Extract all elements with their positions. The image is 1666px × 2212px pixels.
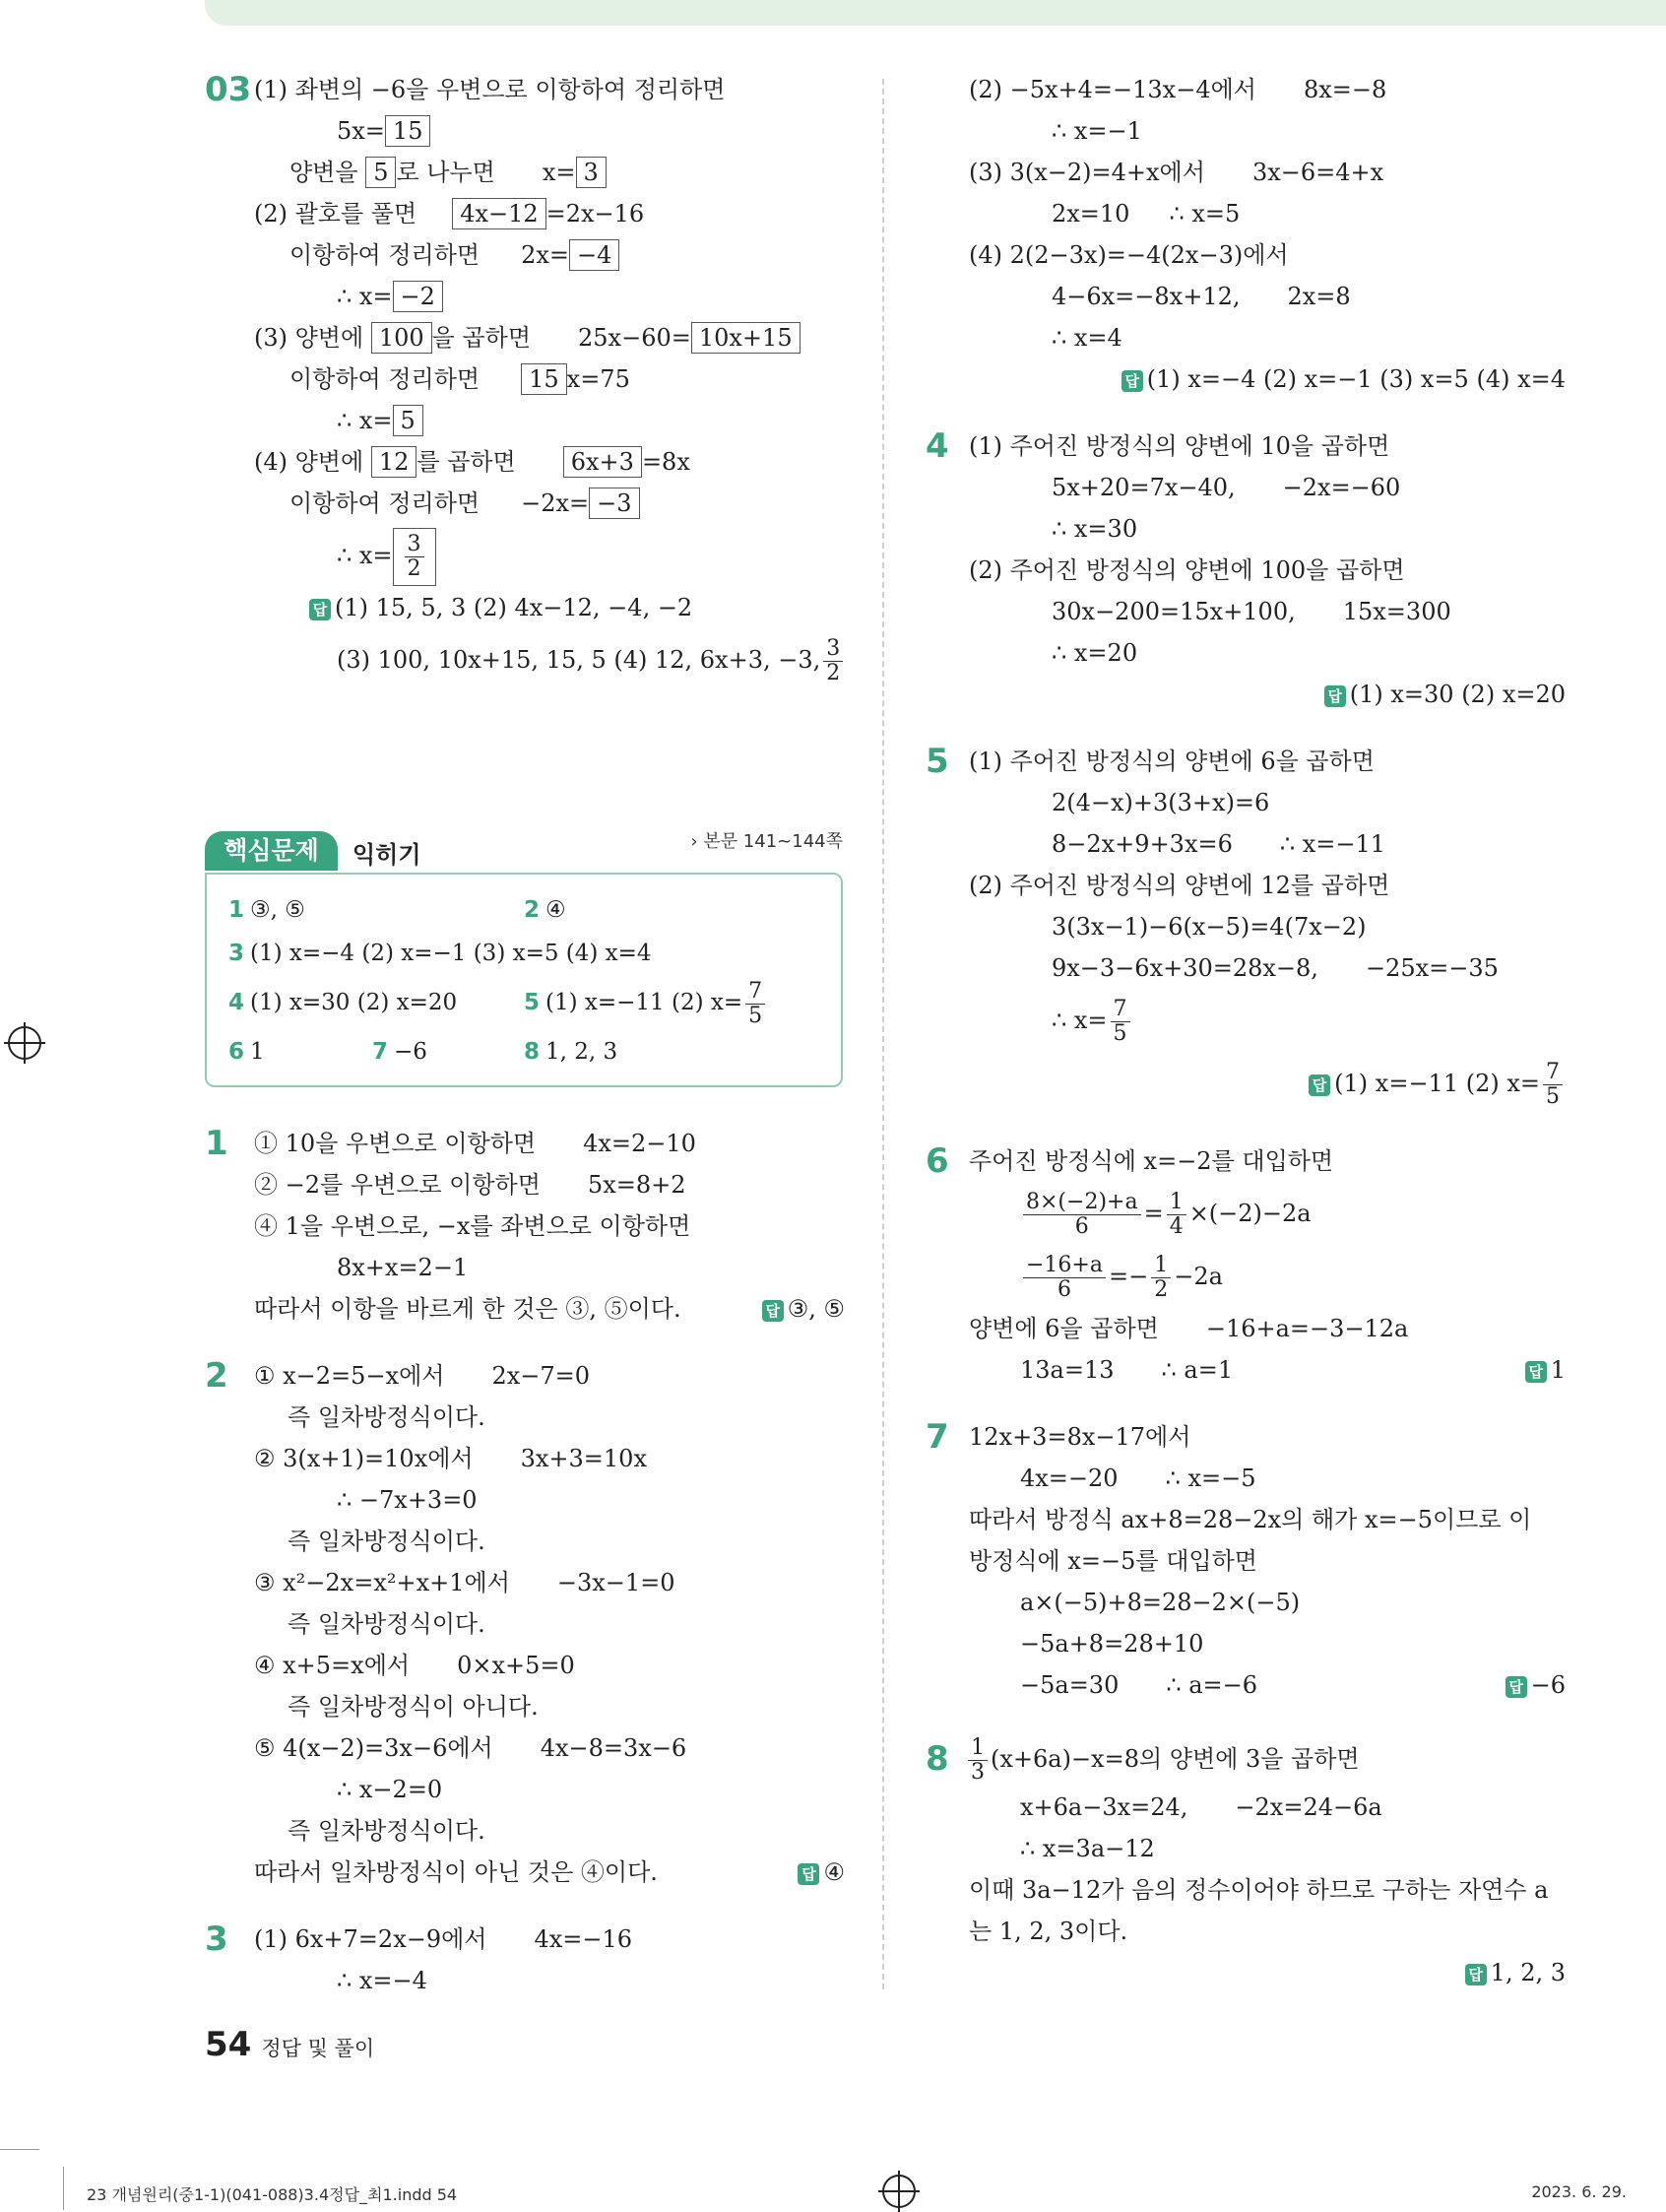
text-line: ∴ x=−1 bbox=[1052, 117, 1142, 145]
item-answer: (1) x=−11 (2) x= bbox=[545, 990, 743, 1015]
text-line: ④ x+5=x에서 bbox=[254, 1652, 411, 1679]
core-problems-panel bbox=[205, 823, 843, 1087]
text-line: 4−6x=−8x+12, bbox=[1052, 283, 1241, 310]
answer-box: 4x−12 bbox=[452, 198, 545, 229]
core-tab-title: 핵심문제 bbox=[205, 831, 338, 871]
text-line: ∴ x=30 bbox=[1052, 515, 1138, 543]
text-line: x=75 bbox=[566, 365, 630, 393]
fraction-denominator: 6 bbox=[1074, 1214, 1089, 1239]
page-section-label: 정답 및 풀이 bbox=[261, 2037, 375, 2060]
fraction-denominator: 2 bbox=[407, 556, 421, 581]
solution-5 bbox=[926, 741, 1566, 1115]
text-line: ∴ x=−4 bbox=[337, 1967, 427, 1994]
fraction-numerator: 1 bbox=[1167, 1191, 1186, 1215]
fraction-numerator: 7 bbox=[745, 980, 765, 1005]
text-line: (1) 6x+7=2x−9에서 bbox=[254, 1925, 487, 1953]
fraction bbox=[1543, 1061, 1563, 1109]
solution-7 bbox=[926, 1416, 1566, 1706]
answer-box: 5 bbox=[365, 157, 396, 188]
chevron-right-icon: › bbox=[690, 831, 698, 852]
text-line: ∴ x−2=0 bbox=[337, 1776, 443, 1803]
fraction-denominator: 2 bbox=[826, 661, 841, 685]
fraction-numerator: 1 bbox=[968, 1736, 988, 1761]
text-line: −2x= bbox=[521, 489, 590, 517]
text-line: 따라서 일차방정식이 아닌 것은 ④이다. bbox=[254, 1858, 658, 1886]
text-line: −5a=30 bbox=[1020, 1671, 1120, 1699]
answer-box: 10x+15 bbox=[691, 322, 801, 354]
text-line: ⑤ 4(x−2)=3x−6에서 bbox=[254, 1734, 493, 1762]
solution-3 bbox=[205, 1919, 845, 2001]
text-line: (3) 3(x−2)=4+x에서 bbox=[969, 159, 1205, 186]
item-number: 1 bbox=[228, 897, 245, 923]
text-line: ③ x²−2x=x²+x+1에서 bbox=[254, 1569, 510, 1596]
item-answer: (1) x=−4 (2) x=−1 (3) x=5 (4) x=4 bbox=[250, 941, 652, 966]
text-line: ① x−2=5−x에서 bbox=[254, 1362, 445, 1390]
text-line: x= bbox=[542, 159, 576, 186]
registration-mark-icon bbox=[882, 2175, 916, 2208]
fraction-denominator: 2 bbox=[1154, 1277, 1169, 1302]
text-line: (2) 주어진 방정식의 양변에 12를 곱하면 bbox=[969, 872, 1390, 899]
text-line: 3x+3=10x bbox=[520, 1445, 647, 1472]
solution-8 bbox=[926, 1731, 1566, 1993]
text-line: 을 곱하면 bbox=[431, 324, 532, 352]
fraction-denominator: 5 bbox=[748, 1003, 763, 1028]
fraction bbox=[823, 637, 843, 685]
text-line: ∴ x= bbox=[1052, 1007, 1108, 1034]
item-number: 6 bbox=[228, 1039, 245, 1065]
text-line: −2x=−60 bbox=[1282, 474, 1401, 501]
text-line: ② 3(x+1)=10x에서 bbox=[254, 1445, 474, 1472]
text-line: 즉 일차방정식이다. bbox=[288, 1817, 485, 1845]
answer-box: −2 bbox=[393, 281, 443, 312]
text-line: 방정식에 x=−5를 대입하면 bbox=[969, 1547, 1257, 1575]
question-number: 2 bbox=[205, 1356, 228, 1396]
file-slug: 23 개념원리(중1-1)(041-088)3.4정답_최1.indd 54 bbox=[87, 2185, 458, 2204]
answer-text: −6 bbox=[1530, 1671, 1566, 1699]
text-line: 4x=−20 bbox=[1020, 1464, 1119, 1492]
text-line: 따라서 방정식 ax+8=28−2x의 해가 x=−5이므로 이 bbox=[969, 1506, 1532, 1533]
fraction bbox=[1167, 1191, 1186, 1239]
text-line: ① 10을 우변으로 이항하면 bbox=[254, 1130, 537, 1157]
fraction bbox=[1151, 1254, 1171, 1302]
text-line: =8x bbox=[641, 448, 690, 476]
item-answer: (1) x=30 (2) x=20 bbox=[250, 990, 458, 1015]
item-answer: ③, ⑤ bbox=[250, 897, 305, 923]
text-line: 4x=2−10 bbox=[583, 1130, 696, 1157]
text-line: 5x= bbox=[337, 117, 385, 145]
answer-box bbox=[393, 528, 436, 586]
text-line: 즉 일차방정식이다. bbox=[288, 1403, 485, 1431]
text-line: ∴ x= bbox=[337, 283, 393, 310]
text-line: (4) 양변에 bbox=[254, 448, 364, 476]
solution-1 bbox=[205, 1123, 845, 1330]
text-line: 2x−7=0 bbox=[491, 1362, 591, 1390]
text-line: ×(−2)−2a bbox=[1188, 1200, 1312, 1227]
text-line: (2) 괄호를 풀면 bbox=[254, 200, 417, 228]
page-footer bbox=[205, 2025, 374, 2064]
text-line: ∴ x=4 bbox=[1052, 324, 1122, 352]
left-column bbox=[205, 69, 855, 691]
registration-mark-icon bbox=[8, 1026, 41, 1060]
text-line: 를 곱하면 bbox=[416, 448, 516, 476]
text-line: 이때 3a−12가 음의 정수이어야 하므로 구하는 자연수 a bbox=[969, 1876, 1549, 1904]
solution-03 bbox=[205, 69, 855, 691]
text-line: ∴ x=20 bbox=[1052, 639, 1138, 667]
right-column bbox=[926, 69, 1566, 1993]
fraction-denominator: 3 bbox=[971, 1760, 985, 1785]
text-line: (1) 주어진 방정식의 양변에 10을 곱하면 bbox=[969, 432, 1390, 460]
text-line: 25x−60= bbox=[578, 324, 691, 352]
text-line: 2(4−x)+3(3+x)=6 bbox=[1052, 789, 1270, 816]
solution-6 bbox=[926, 1140, 1566, 1391]
text-line: −5a+8=28+10 bbox=[1020, 1630, 1204, 1658]
answer-mark-icon: 답 bbox=[1525, 1361, 1547, 1383]
page-number: 54 bbox=[205, 2025, 252, 2064]
answer-mark-icon: 답 bbox=[309, 599, 331, 620]
text-line: 2x= bbox=[521, 241, 570, 269]
text-line: = bbox=[1143, 1200, 1164, 1227]
answer-mark-icon: 답 bbox=[1121, 370, 1143, 392]
text-line: ∴ a=1 bbox=[1161, 1356, 1234, 1384]
text-line: 3x−6=4+x bbox=[1251, 159, 1384, 186]
answer-text: ④ bbox=[823, 1858, 845, 1886]
text-line: ∴ x=5 bbox=[1169, 200, 1241, 228]
answer-box: 15 bbox=[521, 363, 567, 395]
answer-box: 100 bbox=[371, 322, 432, 354]
text-line: ∴ −7x+3=0 bbox=[337, 1486, 478, 1514]
text-line: 따라서 이항을 바르게 한 것은 ③, ⑤이다. bbox=[254, 1295, 681, 1323]
text-line: ∴ x= bbox=[337, 542, 393, 569]
answer-mark-icon: 답 bbox=[1465, 1964, 1487, 1985]
item-number: 5 bbox=[524, 990, 541, 1015]
text-line: 이항하여 정리하면 bbox=[289, 489, 481, 517]
fraction-numerator: −16+a bbox=[1023, 1254, 1106, 1278]
text-line: 8x=−8 bbox=[1303, 76, 1387, 103]
text-line: 4x=−16 bbox=[534, 1925, 633, 1953]
question-number: 8 bbox=[926, 1739, 949, 1779]
text-line: 0×x+5=0 bbox=[457, 1652, 575, 1679]
answer-mark-icon: 답 bbox=[1309, 1074, 1330, 1096]
column-divider bbox=[882, 79, 884, 1989]
answer-text: (3) 100, 10x+15, 15, 5 (4) 12, 6x+3, −3, bbox=[337, 646, 821, 674]
text-line: ∴ x=−5 bbox=[1165, 1464, 1256, 1492]
item-answer: 1 bbox=[250, 1039, 265, 1065]
text-line: −2x=24−6a bbox=[1235, 1793, 1382, 1821]
answer-text: (1) 15, 5, 3 (2) 4x−12, −4, −2 bbox=[335, 594, 693, 621]
print-date: 2023. 6. 29. bbox=[1531, 2182, 1627, 2201]
text-line: 로 나누면 bbox=[396, 159, 495, 186]
text-line: 9x−3−6x+30=28x−8, bbox=[1052, 954, 1318, 982]
answer-box: −4 bbox=[569, 239, 619, 271]
text-line: (4) 2(2−3x)=−4(2x−3)에서 bbox=[969, 241, 1289, 269]
text-line: 이항하여 정리하면 bbox=[289, 241, 481, 269]
text-line: 4x−8=3x−6 bbox=[540, 1734, 687, 1762]
fraction bbox=[745, 980, 765, 1028]
fraction-numerator: 8×(−2)+a bbox=[1023, 1191, 1141, 1215]
fraction-denominator: 4 bbox=[1169, 1214, 1184, 1239]
text-line: a×(−5)+8=28−2×(−5) bbox=[1020, 1589, 1301, 1616]
answer-box: −3 bbox=[589, 488, 639, 519]
text-line: 주어진 방정식에 x=−2를 대입하면 bbox=[969, 1147, 1334, 1175]
item-number: 4 bbox=[228, 990, 245, 1015]
text-line: 15x=300 bbox=[1342, 598, 1451, 625]
answer-text: (1) x=−11 (2) x= bbox=[1334, 1070, 1540, 1097]
text-line: 즉 일차방정식이 아니다. bbox=[288, 1693, 539, 1721]
left-lower-column bbox=[205, 1123, 845, 2001]
text-line: ② −2를 우변으로 이항하면 bbox=[254, 1171, 541, 1199]
answer-box: 6x+3 bbox=[563, 446, 642, 478]
item-number: 2 bbox=[524, 897, 541, 923]
text-line: 8x+x=2−1 bbox=[337, 1254, 469, 1281]
answer-text: (1) x=−4 (2) x=−1 (3) x=5 (4) x=4 bbox=[1146, 365, 1566, 393]
item-answer: ④ bbox=[545, 897, 566, 923]
text-line: ∴ x=−11 bbox=[1279, 830, 1386, 858]
text-line: −3x−1=0 bbox=[556, 1569, 675, 1596]
text-line: (1) 좌변의 −6을 우변으로 이항하여 정리하면 bbox=[254, 76, 726, 103]
text-line: 2x=10 bbox=[1052, 200, 1130, 228]
text-line: x+6a−3x=24, bbox=[1020, 1793, 1188, 1821]
text-line: 양변을 bbox=[289, 159, 358, 186]
text-line: 이항하여 정리하면 bbox=[289, 365, 481, 393]
text-line: ∴ x= bbox=[337, 407, 393, 434]
core-tab-subtitle: 익히기 bbox=[352, 841, 421, 869]
text-line: 즉 일차방정식이다. bbox=[288, 1610, 485, 1638]
text-line: 8−2x+9+3x=6 bbox=[1052, 830, 1233, 858]
text-line: (2) 주어진 방정식의 양변에 100을 곱하면 bbox=[969, 556, 1405, 584]
fraction-numerator: 3 bbox=[823, 637, 843, 662]
question-number: 03 bbox=[205, 70, 252, 109]
text-line: (1) 주어진 방정식의 양변에 6을 곱하면 bbox=[969, 748, 1375, 775]
text-line: (x+6a)−x=8의 양변에 3을 곱하면 bbox=[991, 1745, 1360, 1773]
fraction bbox=[1023, 1191, 1141, 1239]
page-reference bbox=[690, 827, 843, 853]
solution-3-continued bbox=[926, 69, 1566, 400]
fraction-denominator: 5 bbox=[1546, 1084, 1560, 1109]
solution-4 bbox=[926, 425, 1566, 715]
fraction-denominator: 5 bbox=[1113, 1021, 1127, 1046]
fraction-numerator: 1 bbox=[1151, 1254, 1171, 1278]
text-line: ④ 1을 우변으로, −x를 좌변으로 이항하면 bbox=[254, 1212, 691, 1240]
answer-box: 5 bbox=[393, 405, 423, 436]
fraction-denominator: 6 bbox=[1057, 1277, 1071, 1302]
text-line: 5x+20=7x−40, bbox=[1052, 474, 1236, 501]
text-line: −25x=−35 bbox=[1365, 954, 1499, 982]
crop-mark bbox=[0, 2149, 39, 2150]
fraction-numerator: 3 bbox=[405, 533, 424, 557]
text-line: −16+a=−3−12a bbox=[1205, 1315, 1409, 1342]
question-number: 6 bbox=[926, 1141, 949, 1181]
fraction-numerator: 7 bbox=[1543, 1061, 1563, 1085]
page-reference-text: 본문 141~144쪽 bbox=[703, 831, 843, 852]
answer-mark-icon: 답 bbox=[1506, 1676, 1527, 1698]
answer-mark-icon: 답 bbox=[762, 1300, 784, 1322]
question-number: 4 bbox=[926, 426, 949, 466]
text-line: ∴ a=−6 bbox=[1166, 1671, 1258, 1699]
text-line: −2a bbox=[1174, 1263, 1223, 1290]
text-line: =2x−16 bbox=[545, 200, 645, 228]
text-line: 3(3x−1)−6(x−5)=4(7x−2) bbox=[1052, 913, 1367, 941]
solution-2 bbox=[205, 1355, 845, 1893]
top-band bbox=[205, 0, 1666, 26]
item-number: 8 bbox=[524, 1039, 541, 1065]
answer-mark-icon: 답 bbox=[798, 1863, 819, 1885]
text-line: 양변에 6을 곱하면 bbox=[969, 1315, 1159, 1342]
question-number: 1 bbox=[205, 1124, 228, 1163]
answer-text: ③, ⑤ bbox=[787, 1295, 845, 1323]
text-line: 2x=8 bbox=[1287, 283, 1351, 310]
answer-text: (1) x=30 (2) x=20 bbox=[1349, 681, 1566, 708]
text-line: 5x=8+2 bbox=[587, 1171, 686, 1199]
question-number: 3 bbox=[205, 1919, 228, 1959]
text-line: 즉 일차방정식이다. bbox=[288, 1528, 485, 1555]
answer-box: 15 bbox=[385, 115, 431, 147]
text-line: 13a=13 bbox=[1020, 1356, 1115, 1384]
item-number: 3 bbox=[228, 941, 245, 966]
item-number: 7 bbox=[372, 1039, 389, 1065]
answer-box: 12 bbox=[371, 446, 417, 478]
answer-text: 1, 2, 3 bbox=[1490, 1959, 1566, 1986]
crop-mark bbox=[63, 2167, 64, 2210]
fraction bbox=[405, 533, 424, 581]
item-answer: −6 bbox=[394, 1039, 427, 1065]
text-line: 12x+3=8x−17에서 bbox=[969, 1423, 1191, 1451]
fraction-numerator: 7 bbox=[1111, 998, 1130, 1022]
item-answer: 1, 2, 3 bbox=[545, 1039, 618, 1065]
text-line: (3) 양변에 bbox=[254, 324, 364, 352]
answer-text: 1 bbox=[1550, 1356, 1566, 1384]
text-line: ∴ x=3a−12 bbox=[1020, 1835, 1155, 1862]
text-line: =− bbox=[1108, 1263, 1149, 1290]
text-line: (2) −5x+4=−13x−4에서 bbox=[969, 76, 1256, 103]
answer-mark-icon: 답 bbox=[1324, 685, 1346, 707]
fraction bbox=[968, 1736, 988, 1785]
fraction bbox=[1111, 998, 1130, 1046]
answer-box: 3 bbox=[576, 157, 607, 188]
question-number: 5 bbox=[926, 742, 949, 781]
question-number: 7 bbox=[926, 1417, 949, 1457]
text-line: 는 1, 2, 3이다. bbox=[969, 1918, 1128, 1945]
text-line: 30x−200=15x+100, bbox=[1052, 598, 1296, 625]
fraction bbox=[1023, 1254, 1106, 1302]
